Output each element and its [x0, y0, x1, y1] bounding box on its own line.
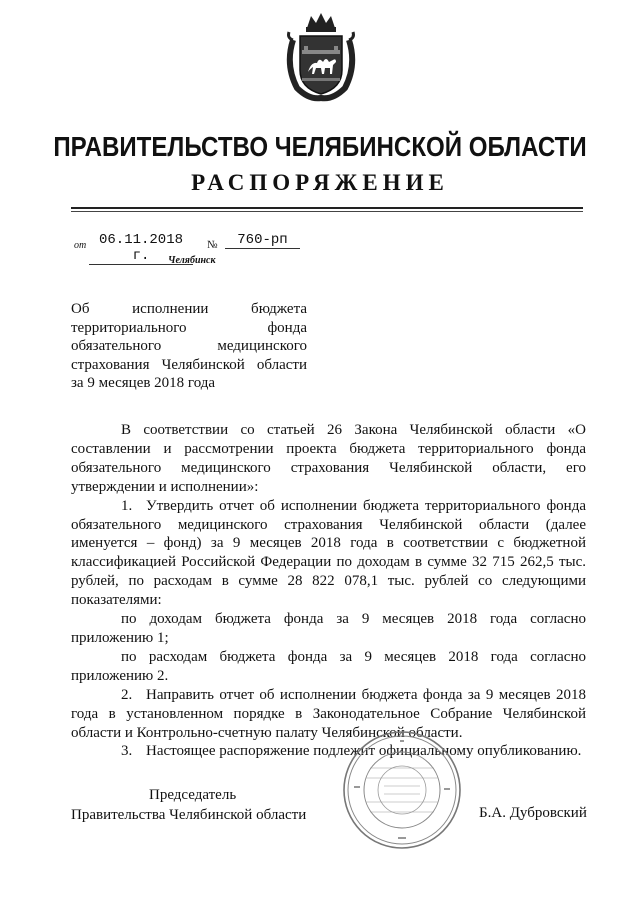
- document-number: 760-рп: [225, 232, 300, 249]
- chelyabinsk-coat-of-arms-icon: [283, 10, 359, 102]
- subject-line: Об исполнении бюджета: [71, 301, 307, 317]
- header-rule-thin: [71, 211, 583, 212]
- item-2-text: Направить отчет об исполнении бюджета фонда за 9 месяцев 2018 года в установленном порядке в Законодательное Собрание Челябинской области и Контрольно-счетную палату Челябинской области.: [71, 686, 586, 741]
- subject-line: за 9 месяцев 2018 года: [71, 375, 216, 391]
- signer-block: [71, 785, 306, 825]
- date-label: от: [74, 240, 87, 251]
- header-rule-thick: [71, 207, 583, 209]
- government-title: ПРАВИТЕЛЬСТВО ЧЕЛЯБИНСКОЙ ОБЛАСТИ: [53, 131, 587, 162]
- official-round-seal-icon: [340, 728, 464, 852]
- signer-role-line2: Правительства Челябинской области: [71, 807, 307, 823]
- item-1b-paragraph: по расходам бюджета фонда за 9 месяцев 2018 года согласно приложению 2.: [71, 648, 586, 684]
- document-subject: [71, 300, 307, 393]
- item-1-paragraph: [71, 497, 586, 610]
- subject-line: территориального фонда: [71, 319, 307, 336]
- signer-name: Б.А. Дубровский: [479, 805, 587, 821]
- document-body: [71, 421, 586, 761]
- item-2-number: 2.: [121, 686, 133, 703]
- preamble-paragraph: В соответствии со статьей 26 Закона Челябинской области «О составлении и рассмотрении проекта бюджета территориального фонда обязательного медицинского страхования Челябинской области, его утверждении и исполнении»:: [71, 422, 586, 495]
- item-3-number: 3.: [121, 743, 133, 760]
- item-3-text: Настоящее распоряжение подлежит официальному опубликованию.: [146, 743, 582, 760]
- document-type: РАСПОРЯЖЕНИЕ: [191, 170, 449, 195]
- signer-role-line1: Председатель: [149, 787, 237, 803]
- item-1-text: Утвердить отчет об исполнении бюджета территориального фонда обязательного медицинского страхования Челябинской области (далее именуется – фонд) за 9 месяцев 2018 года в соответствии с бюджетной классификацией Российской Федерации по доходам в сумме 32 715 262,5 тыс. рублей, по расходам в сумме 28 822 078,1 тыс. рублей со следующими показателями:: [71, 497, 586, 609]
- subject-line: обязательного медицинского: [71, 338, 307, 354]
- item-1-number: 1.: [121, 497, 133, 514]
- subject-line: страхования Челябинской области: [71, 356, 307, 373]
- number-label: №: [207, 239, 218, 251]
- item-1a-paragraph: по доходам бюджета фонда за 9 месяцев 2018 года согласно приложению 1;: [71, 611, 586, 646]
- item-2-paragraph: [71, 686, 586, 743]
- document-date: 06.11.2018 г.: [89, 232, 193, 265]
- item-3-paragraph: [71, 742, 586, 761]
- city-name: Челябинск: [168, 255, 216, 266]
